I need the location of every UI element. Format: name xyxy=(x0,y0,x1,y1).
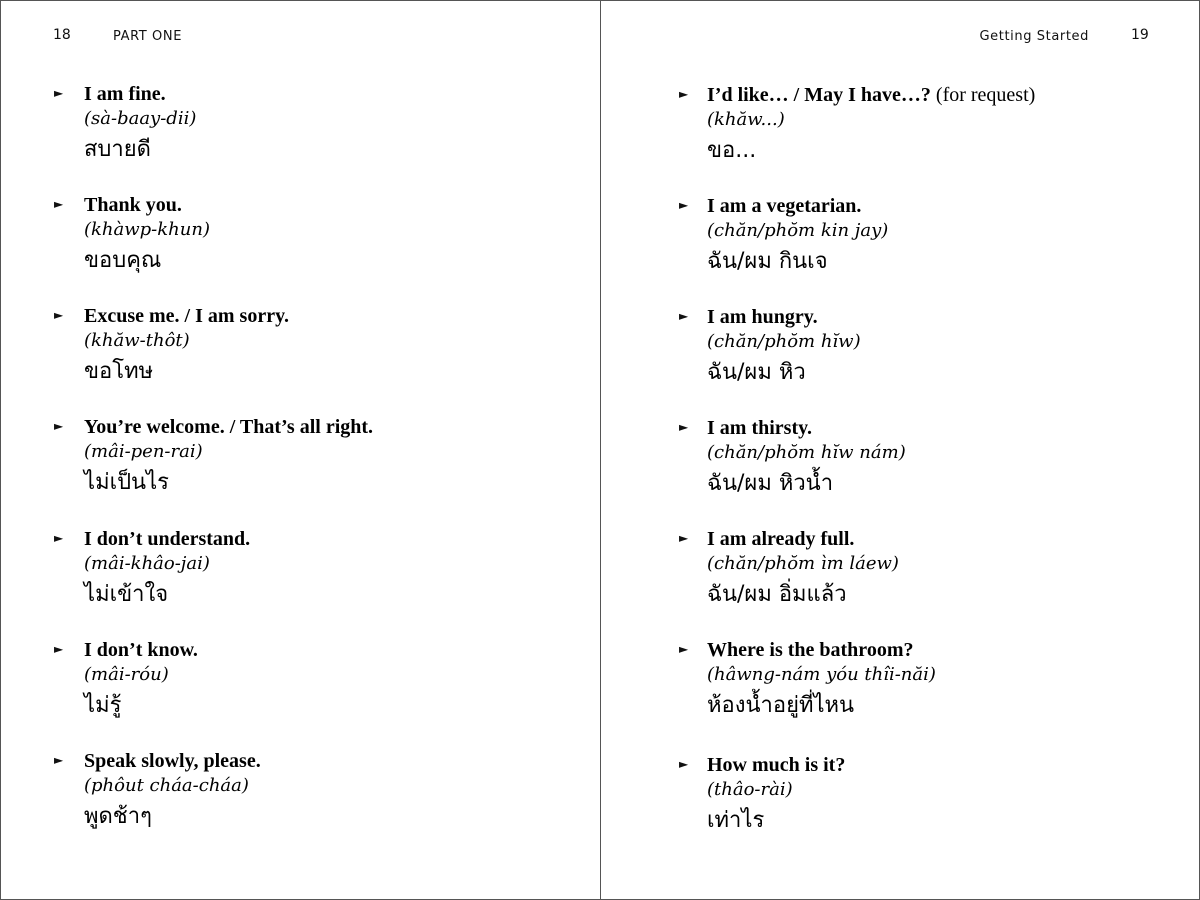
page-number: 19 xyxy=(1131,27,1149,43)
english-phrase xyxy=(707,639,913,661)
phrase-entry xyxy=(601,84,1161,174)
english-text: I am thirsty. xyxy=(707,417,812,439)
transliteration: (chăn/phŏm ìm láew) xyxy=(707,553,899,574)
bullet-arrow-icon: ► xyxy=(54,753,64,767)
english-phrase xyxy=(707,754,845,776)
english-phrase xyxy=(84,750,261,772)
phrase-entry xyxy=(1,639,561,729)
english-text: Thank you. xyxy=(84,194,182,216)
phrase-entry xyxy=(601,417,1161,507)
transliteration: (mâi-róu) xyxy=(84,664,169,685)
english-phrase xyxy=(84,528,250,550)
phrase-entry xyxy=(601,195,1161,285)
english-phrase xyxy=(707,195,861,217)
transliteration: (mâi-khâo-jai) xyxy=(84,553,210,574)
thai-text: ฉัน/ผม หิวน้ำ xyxy=(707,471,834,496)
transliteration: (mâi-pen-rai) xyxy=(84,441,203,462)
thai-text: ไม่รู้ xyxy=(84,693,122,718)
phrase-entry xyxy=(601,528,1161,618)
phrase-entry xyxy=(1,750,561,840)
thai-text: สบายดี xyxy=(84,137,151,162)
bullet-arrow-icon: ► xyxy=(54,531,64,545)
english-text: I am a vegetarian. xyxy=(707,195,862,217)
bullet-arrow-icon: ► xyxy=(679,642,689,656)
english-text: I’d like… / May I have…? xyxy=(707,84,931,106)
transliteration: (khàwp-khun) xyxy=(84,219,210,240)
phrase-entry xyxy=(1,416,561,506)
bullet-arrow-icon: ► xyxy=(54,419,64,433)
thai-text: ฉัน/ผม อิ่มแล้ว xyxy=(707,582,847,607)
phrase-entry xyxy=(1,194,561,284)
bullet-arrow-icon: ► xyxy=(679,420,689,434)
english-phrase xyxy=(707,306,818,328)
english-phrase xyxy=(707,528,854,550)
english-text: How much is it? xyxy=(707,754,846,776)
english-text: I am already full. xyxy=(707,528,855,550)
phrase-entry xyxy=(601,306,1161,396)
english-text: Where is the bathroom? xyxy=(707,639,914,661)
transliteration: (chăn/phŏm hĭw nám) xyxy=(707,442,906,463)
thai-text: ขอบคุณ xyxy=(84,248,162,273)
transliteration: (sà-baay-dii) xyxy=(84,108,197,129)
english-phrase xyxy=(84,194,182,216)
bullet-arrow-icon: ► xyxy=(679,757,689,771)
transliteration: (chăn/phŏm kin jay) xyxy=(707,220,889,241)
bullet-arrow-icon: ► xyxy=(54,642,64,656)
english-text: I don’t know. xyxy=(84,639,198,661)
bullet-arrow-icon: ► xyxy=(679,531,689,545)
bullet-arrow-icon: ► xyxy=(679,198,689,212)
english-text: I don’t understand. xyxy=(84,528,251,550)
english-phrase xyxy=(707,417,812,439)
phrase-entry xyxy=(601,639,1161,729)
thai-text: พูดช้าๆ xyxy=(84,804,152,829)
bullet-arrow-icon: ► xyxy=(54,86,64,100)
transliteration: (khăw...) xyxy=(707,109,785,130)
english-phrase xyxy=(84,416,373,438)
transliteration: (chăn/phŏm hĭw) xyxy=(707,331,861,352)
phrase-entry xyxy=(601,754,1161,844)
running-head: PART ONE xyxy=(113,29,183,44)
english-phrase xyxy=(707,84,1035,106)
english-text: Speak slowly, please. xyxy=(84,750,261,772)
transliteration: (khăw-thôt) xyxy=(84,330,190,351)
bullet-arrow-icon: ► xyxy=(54,197,64,211)
bullet-arrow-icon: ► xyxy=(679,309,689,323)
english-note: (for request) xyxy=(930,84,1036,106)
english-phrase xyxy=(84,305,289,327)
bullet-arrow-icon: ► xyxy=(54,308,64,322)
thai-text: ไม่เข้าใจ xyxy=(84,582,169,607)
phrase-entry xyxy=(1,528,561,618)
phrase-entry xyxy=(1,305,561,395)
thai-text: ขอ... xyxy=(707,138,757,163)
thai-text: ขอโทษ xyxy=(84,359,154,384)
english-phrase xyxy=(84,83,166,105)
transliteration: (thâo-rài) xyxy=(707,779,793,800)
thai-text: ห้องน้ำอยู่ที่ไหน xyxy=(707,693,855,718)
page-number: 18 xyxy=(53,27,71,43)
english-text: I am fine. xyxy=(84,83,166,105)
bullet-arrow-icon: ► xyxy=(679,87,689,101)
english-phrase xyxy=(84,639,198,661)
thai-text: ฉัน/ผม หิว xyxy=(707,360,806,385)
transliteration: (phôut cháa-cháa) xyxy=(84,775,249,796)
right-page xyxy=(601,1,1200,899)
thai-text: ไม่เป็นไร xyxy=(84,470,169,495)
thai-text: ฉัน/ผม กินเจ xyxy=(707,249,828,274)
thai-text: เท่าไร xyxy=(707,808,765,833)
running-head: Getting Started xyxy=(979,29,1089,44)
english-text: You’re welcome. / That’s all right. xyxy=(84,416,374,438)
phrase-entry xyxy=(1,83,561,173)
english-text: Excuse me. / I am sorry. xyxy=(84,305,289,327)
transliteration: (hâwng-nám yóu thîi-năi) xyxy=(707,664,936,685)
english-text: I am hungry. xyxy=(707,306,818,328)
left-page xyxy=(1,1,600,899)
